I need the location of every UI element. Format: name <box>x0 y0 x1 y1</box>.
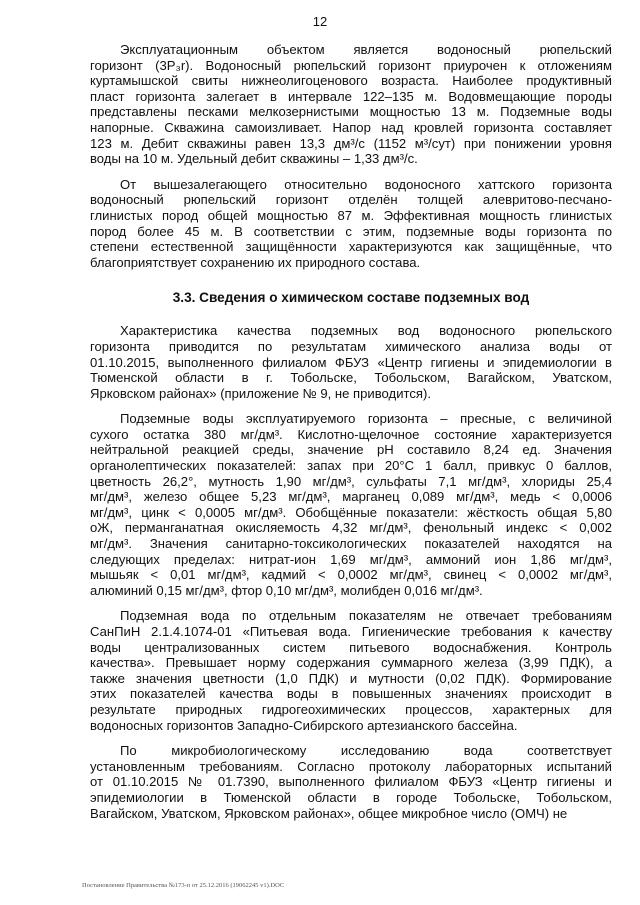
text-line: мг/дм³, железо общее 5,23 мг/дм³, марганец 0,089 мг/дм³, медь < 0,0006 <box>90 489 612 505</box>
page-number: 12 <box>312 14 328 29</box>
text-line: От вышезалегающего относительно водоносного хаттского горизонта <box>120 176 612 192</box>
text-line: Характеристика качества подземных вод водоносного рюпельского <box>120 323 612 339</box>
paragraph <box>90 323 612 401</box>
paragraph <box>90 608 612 733</box>
text-line: Подземная вода по отдельным показателям не отвечает требованиям <box>120 608 612 624</box>
text-line: 01.10.2015, выполненного филиалом ФБУЗ «Центр гигиены и эпидемиологии в <box>90 354 612 370</box>
text-line: Эксплуатационным объектом является водоносный рюпельский <box>120 42 612 57</box>
text-line: горизонт (3P₃r). Водоносный рюпельский горизонт приурочен к отложениям <box>90 57 612 73</box>
paragraph <box>90 411 612 598</box>
text-line: По микробиологическому исследованию вода соответствует <box>120 743 612 759</box>
paragraph <box>90 177 612 271</box>
text-line: воды централизованных систем питьевого водоснабжения. Контроль <box>90 639 612 655</box>
text-line: благоприятствует сохранению их природного состава. <box>90 254 421 270</box>
text-line: от 01.10.2015 № 01.7390, выполненного филиалом ФБУЗ «Центр гигиены и <box>90 774 612 790</box>
text-line: этих показателей качества воды в повышенных значениях происходит в <box>90 686 612 702</box>
text-line: мг/дм³. Значения санитарно-токсикологических показателей находятся на <box>90 536 612 552</box>
text-line: органолептических показателей: запах при 20°С 1 балл, привкус 0 баллов, <box>90 458 612 474</box>
text-line: представлены песками мелкозернистыми мощностью 13 м. Подземные воды <box>90 104 612 120</box>
text-line: эпидемиологии в Тюменской области в городе Тобольске, Тобольском, <box>90 789 612 805</box>
footer-reference: Постановление Правительства №173-п от 25.12.2016 (19062245 v1).DOC <box>82 882 285 889</box>
text-line: следующих пределах: нитрат-ион 1,69 мг/дм³, аммоний ион 1,86 мг/дм³, <box>90 551 612 567</box>
paragraph <box>90 42 612 167</box>
text-line: Ярковском районах» (приложение № 9, не приводится). <box>90 385 431 401</box>
text-line: установленным требованиям. Согласно протоколу лабораторных испытаний <box>90 758 612 774</box>
text-line: 123 м. Дебит скважины равен 13,3 дм³/с (1152 м³/сут) при понижении уровня <box>90 135 612 151</box>
text-line: горизонта приводится по результатам химического анализа воды от <box>90 338 612 354</box>
text-line: Вагайском, Уватском, Ярковском районах», общее микробное число (ОМЧ) не <box>90 805 568 821</box>
text-line: СанПиН 2.1.4.1074-01 «Питьевая вода. Гигиенические требования к качеству <box>90 624 612 639</box>
text-line: Подземные воды эксплуатируемого горизонта – пресные, с величиной <box>120 411 612 427</box>
text-line: мг/дм³, цинк < 0,0005 мг/дм³. Обобщённые показатели: жёсткость общая 5,80 <box>90 504 612 520</box>
paragraph-group-hydrogeology <box>90 42 612 270</box>
paragraph <box>90 743 612 821</box>
text-line: пласт горизонта залегает в интервале 122–135 м. Водовмещающие породы <box>90 88 612 104</box>
document-body <box>90 42 612 831</box>
text-line: цветность 26,2°, мутность 1,90 мг/дм³, сульфаты 7,1 мг/дм³, хлориды 25,4 <box>90 473 612 489</box>
text-line: Тюменской области в г. Тобольске, Тобольском, Вагайском, Уватском, <box>90 370 612 386</box>
text-line: напорные. Скважина самоизливает. Напор над кровлей горизонта составляет <box>90 119 612 135</box>
text-line: нейтральной реакцией среды, значение pH составило 8,24 ед. Значения <box>90 442 612 458</box>
text-line: оЖ, перманганатная окисляемость 4,32 мг/дм³, фенольный индекс < 0,002 <box>90 520 612 536</box>
text-line: водоносных горизонтов Западно-Сибирского артезианского бассейна. <box>90 717 518 733</box>
text-line: сухого остатка 380 мг/дм³. Кислотно-щелочное состояние характеризуется <box>90 426 612 442</box>
section-heading: 3.3. Сведения о химическом составе подземных вод <box>172 290 530 306</box>
text-line: степени естественной защищённости характеризуются как защищённые, что <box>90 239 612 255</box>
text-line: результате природных гидрогеохимических процессов, характерных для <box>90 701 612 717</box>
text-line: воды на 10 м. Удельный дебит скважины – 1,33 дм³/с. <box>90 151 418 167</box>
text-line: алюминий 0,15 мг/дм³, фтор 0,10 мг/дм³, молибден 0,016 мг/дм³. <box>90 582 483 598</box>
text-line: пород более 45 м. В соответствии с этим, подземные воды горизонта по <box>90 223 612 239</box>
text-line: также значения цветности (1,0 ПДК) и мутности (0,02 ПДК). Формирование <box>90 670 612 686</box>
text-line: куртамышской свиты нижнеолигоценового возраста. Наиболее продуктивный <box>90 73 612 89</box>
paragraph-group-chemistry <box>90 323 612 821</box>
text-line: водоносный рюпельский горизонт отделён толщей алевритово-песчано- <box>90 192 612 208</box>
text-line: качества». Превышает норму содержания суммарного железа (3,99 ПДК), а <box>90 655 612 671</box>
text-line: мышьяк < 0,01 мг/дм³, кадмий < 0,0002 мг/дм³, свинец < 0,0002 мг/дм³, <box>90 567 612 583</box>
text-line: глинистых пород общей мощностью 87 м. Эффективная мощность глинистых <box>90 207 612 223</box>
